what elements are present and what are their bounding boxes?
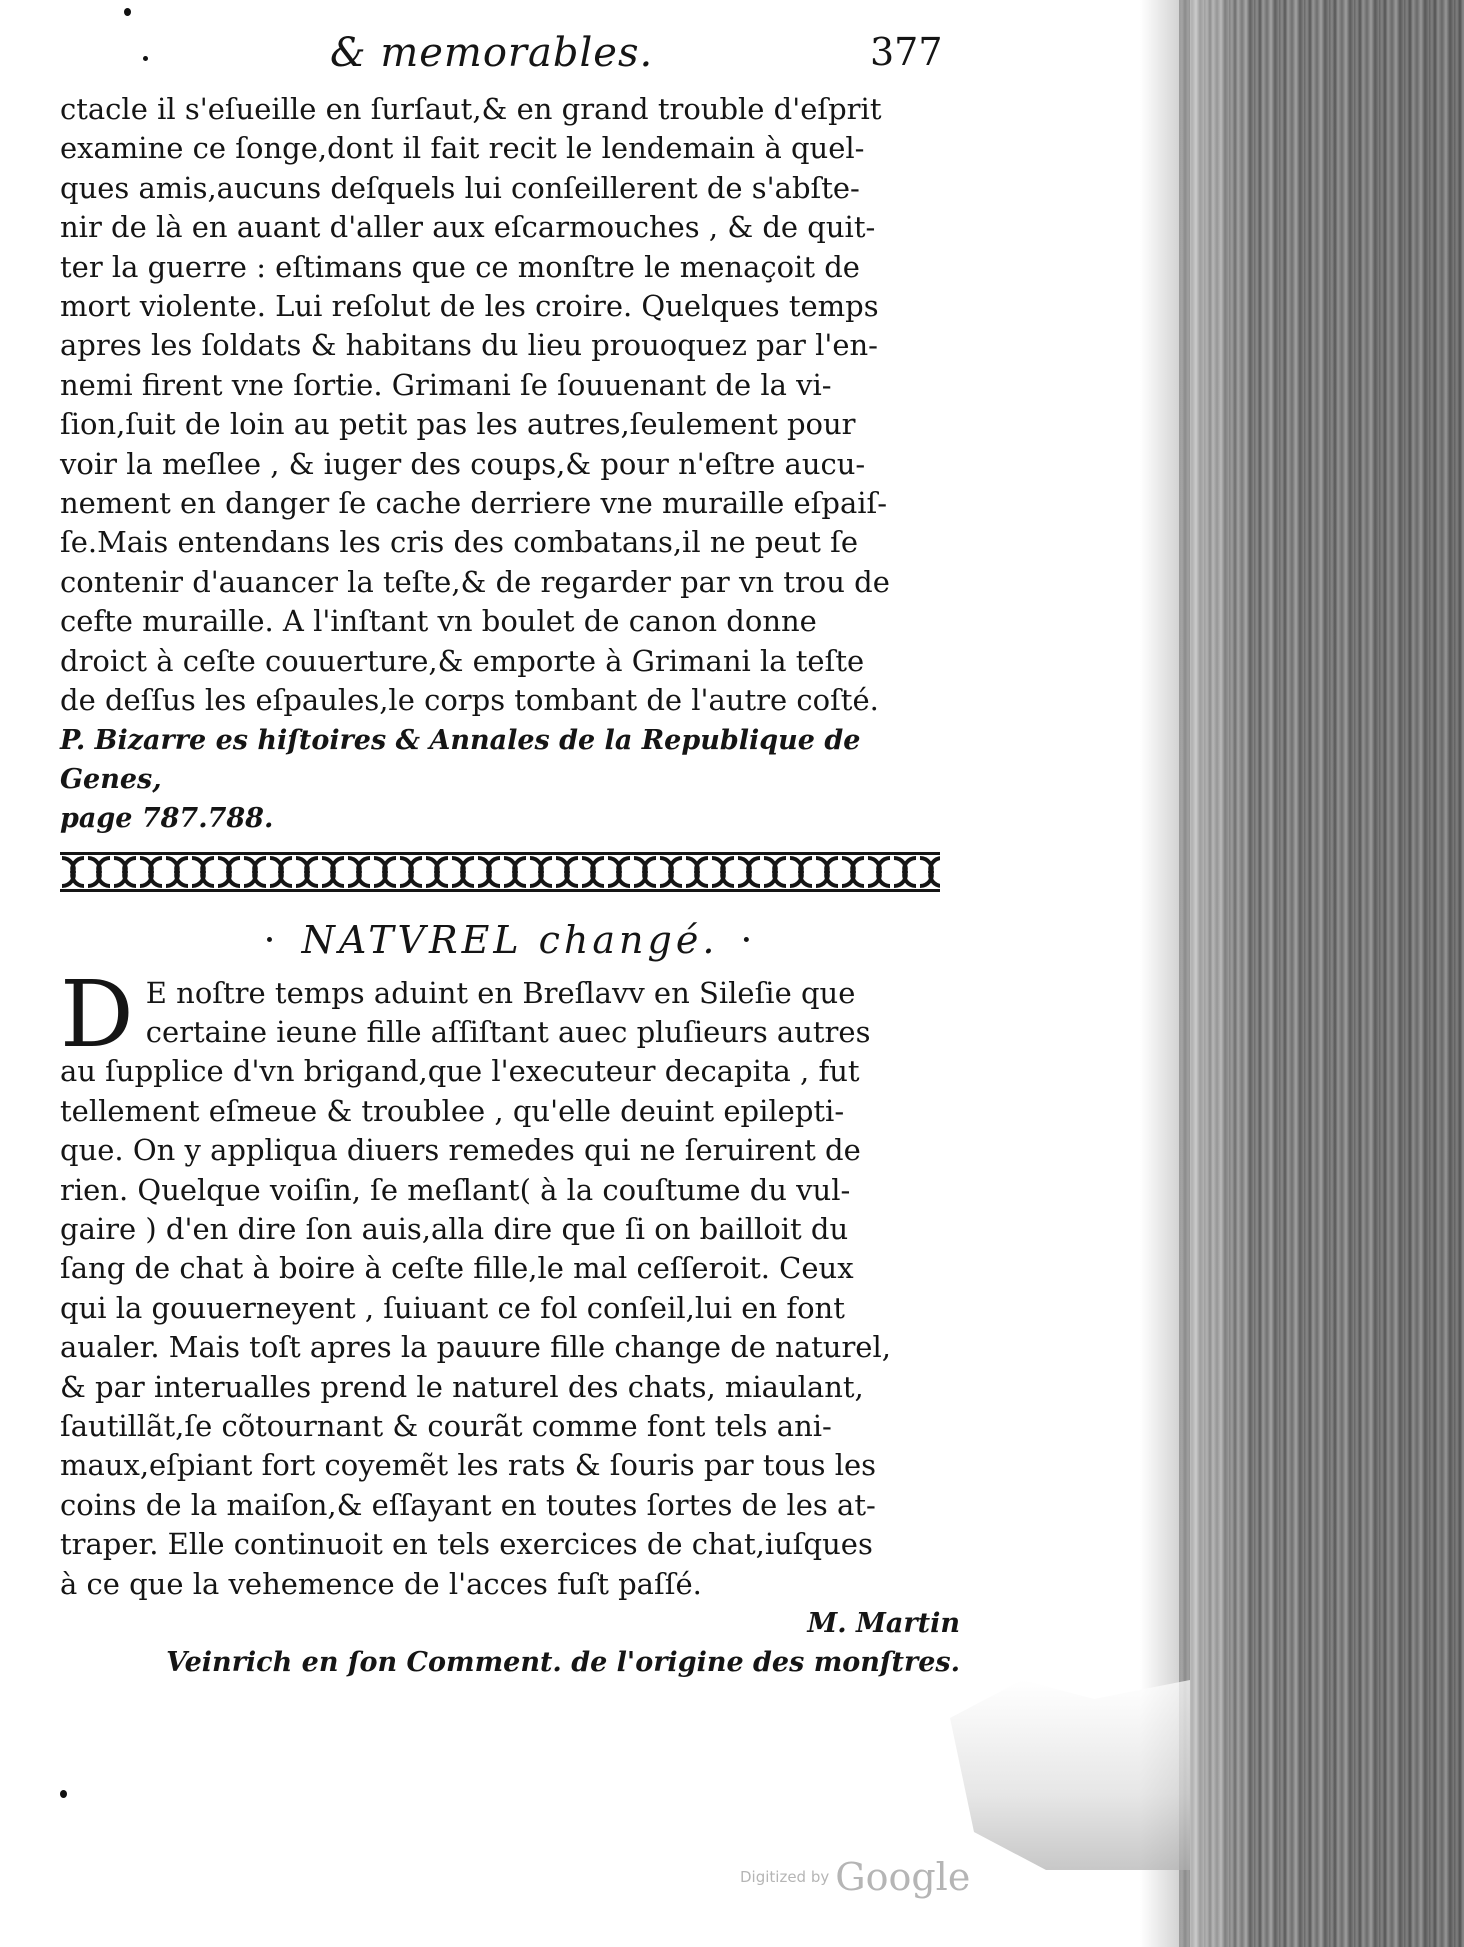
- entry-paragraph-2: [60, 960, 960, 1605]
- page-header: [60, 30, 960, 90]
- entry-paragraph: ctacle il s'eſueille en ſurſaut,& en grand trouble d'eſprit examine ce ſonge,dont il fait recit le lendemain à quel- ques amis,aucuns deſquels lui conſeillerent de s'abſte- nir de là en auant d'aller aux eſcarmouches , & de quit- ter la guerre : eſtimans que ce monſtre le menaçoit de mort violente. Lui reſolut de les croire. Quelques temps apres les ſoldats & habitans du lieu prouoquez par l'en- nemi firent vne ſortie. Grimani ſe ſouuenant de la vi- ſion,ſuit de loin au petit pas les autres,ſeulement pour voir la meſlee , & iuger des coups,& pour n'eſtre aucu- nement en danger ſe cache derriere vne muraille eſpaiſ- ſe.Mais entendans les cris des combatans,il ne peut ſe contenir d'auancer la teſte,& de regarder par vn trou de cefte muraille. A l'inſtant vn boulet de canon donne droict à ceſte couuerture,& emporte à Grimani la teſte de deſſus les eſpaules,le corps tombant de l'autre coſté.: [60, 92, 890, 718]
- knotwork-ornament: [60, 852, 940, 892]
- entry-citation: P. Bizarre es hiſtoires & Annales de la Republique de Genes, page 787.788.: [60, 724, 861, 834]
- entry-paragraph-2-text: E noſtre temps aduint en Breſlavv en Sileſie que certaine ieune fille aſſiſtant auec pluſieurs autres au ſupplice d'vn brigand,que l'executeur decapita , fut tellement eſmeue & troublee , qu'elle deuint epilepti- que. On y appliqua diuers remedes qui ne ſeruirent de rien. Quelque voiſin, ſe meſlant( à la couſtume du vul- gaire ) d'en dire ſon auis,alla dire que ſi on bailloit du ſang de chat à boire à ceſte fille,le mal ceſſeroit. Ceux qui la gouuerneyent , ſuiuant ce fol conſeil,lui en font aualer. Mais toſt apres la pauure fille change de naturel, & par interualles prend le naturel des chats, miaulant, ſautillãt,ſe cõtournant & courãt comme font tels ani- maux,eſpiant fort coyemẽt les rats & ſouris par tous les coins de la maiſon,& eſſayant en toutes ſortes de les at- traper. Elle continuoit en tels exercices de chat,iuſques à ce que la vehemence de l'acces fuſt paſſé.: [60, 975, 891, 1601]
- watermark-brand: Google: [835, 1855, 971, 1899]
- ornamental-divider: [60, 852, 940, 892]
- book-fore-edge: [1179, 0, 1464, 1947]
- scan-speck: [124, 8, 131, 16]
- text-block: [60, 30, 960, 1682]
- title-dot-right: ·: [740, 917, 757, 962]
- section-title-text: NATVREL changé.: [301, 917, 719, 962]
- watermark-prefix: Digitized by: [740, 1868, 830, 1886]
- page-number: 377: [870, 30, 943, 74]
- digitized-watermark: [740, 1855, 970, 1899]
- running-head: & memorables.: [330, 30, 654, 76]
- entry-2-citation: M. Martin Veinrich en ſon Comment. de l'origine des monſtres.: [166, 1608, 960, 1678]
- page-edge-corner: [950, 1680, 1190, 1870]
- drop-cap: D: [60, 960, 134, 1068]
- scan-speck: [60, 1790, 67, 1798]
- section-title: [60, 918, 960, 962]
- page-edge-shadow: [1140, 0, 1190, 1947]
- title-dot-left: ·: [263, 917, 280, 962]
